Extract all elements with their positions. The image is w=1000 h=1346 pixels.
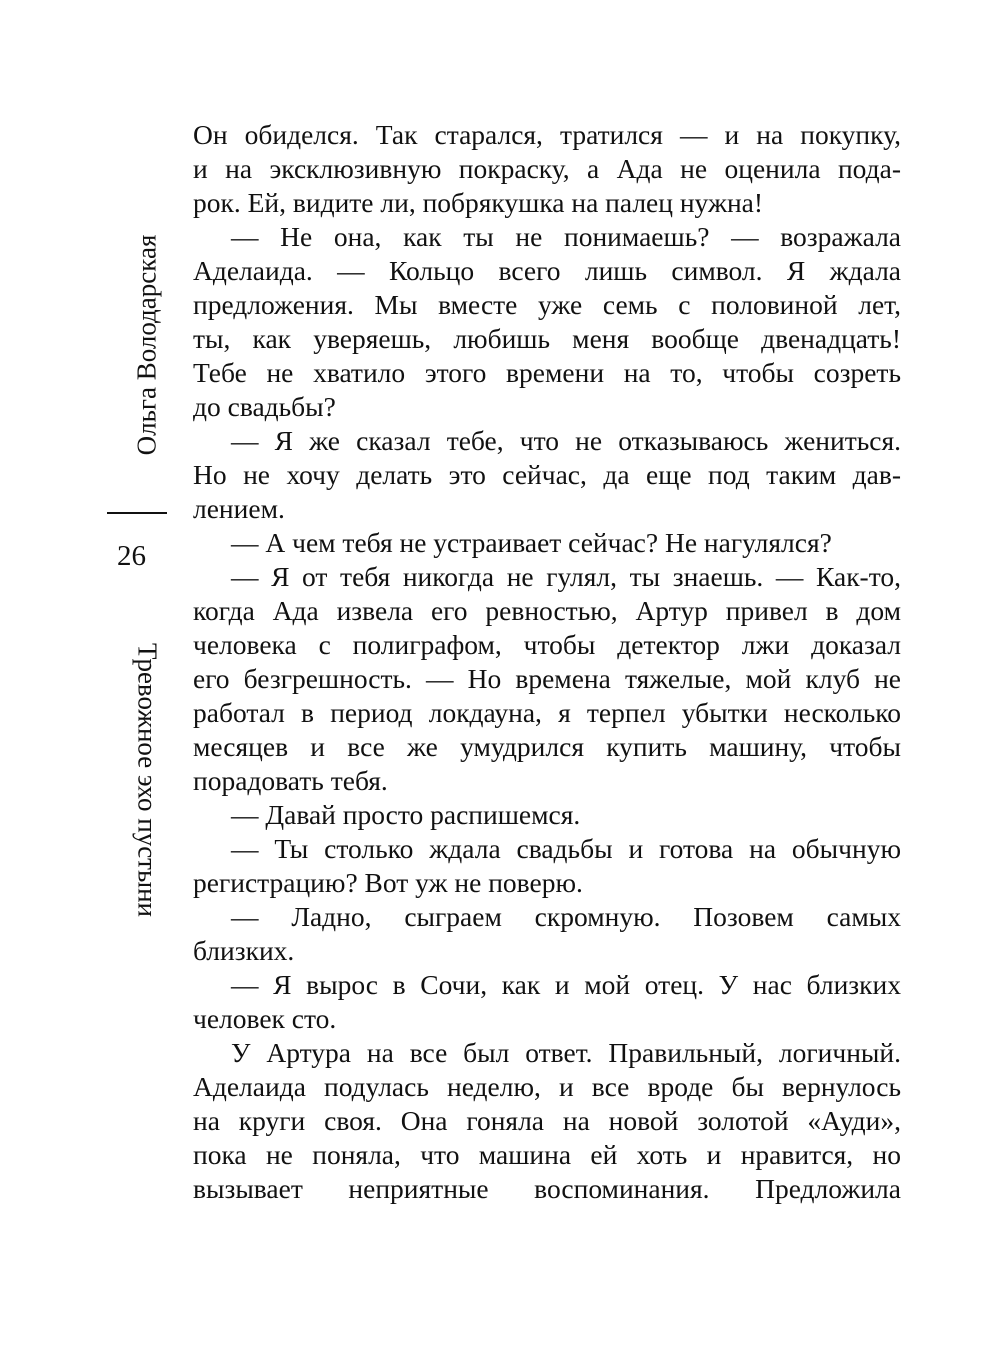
text-line: вызывает неприятные воспоминания. Предложила [193, 1173, 901, 1204]
text-line: У Артура на все был ответ. Правильный, логичный. [231, 1037, 901, 1068]
text-line: — Ладно, сыграем скромную. Позовем самых [231, 901, 901, 932]
text-line: Аделаида. — Кольцо всего лишь символ. Я ждала [193, 255, 901, 286]
text-line: Тебе не хватило этого времени на то, чтобы созреть [193, 357, 901, 388]
text-line: предложения. Мы вместе уже семь с половиной лет, [193, 289, 901, 320]
text-line: когда Ада извела его ревностью, Артур привел в дом [193, 595, 901, 626]
text-line: — Ты столько ждала свадьбы и готова на обычную [231, 833, 901, 864]
paragraph [193, 1036, 901, 1206]
text-line: ты, как уверяешь, любишь меня вообще двенадцать! [193, 323, 901, 354]
text-line: регистрацию? Вот уж не поверю. [193, 867, 583, 898]
running-head-author: Ольга Володарская [131, 234, 162, 456]
text-line: — Я от тебя никогда не гулял, ты знаешь. — Как-то, [231, 561, 901, 592]
text-line: человек сто. [193, 1003, 337, 1034]
text-line: порадовать тебя. [193, 765, 388, 796]
text-line: и на эксклюзивную покраску, а Ада не оценила пода- [193, 153, 901, 184]
text-line: — А чем тебя не устраивает сейчас? Не нагулялся? [231, 527, 832, 558]
body-text [193, 118, 901, 1206]
paragraph [193, 900, 901, 968]
text-line: Он обиделся. Так старался, тратился — и на покупку, [193, 119, 901, 150]
text-line: человека с полиграфом, чтобы детектор лжи доказал [193, 629, 901, 660]
text-line: работал в период локдауна, я терпел убытки несколько [193, 697, 901, 728]
text-line: — Я вырос в Сочи, как и мой отец. У нас близких [231, 969, 901, 1000]
running-head-divider [107, 512, 167, 514]
text-line: пока не поняла, что машина ей хоть и нравится, но [193, 1139, 901, 1170]
text-line: лением. [193, 493, 285, 524]
paragraph [193, 560, 901, 798]
text-line: до свадьбы? [193, 391, 336, 422]
text-line: на круги своя. Она гоняла на новой золотой «Ауди», [193, 1105, 901, 1136]
running-head-book-title: Тревожное эхо пустыни [132, 642, 163, 918]
paragraph [193, 798, 901, 832]
text-line: Но не хочу делать это сейчас, да еще под таким дав- [193, 459, 901, 490]
paragraph [193, 968, 901, 1036]
paragraph [193, 526, 901, 560]
paragraph [193, 220, 901, 424]
text-line: — Я же сказал тебе, что не отказываюсь жениться. [231, 425, 901, 456]
paragraph [193, 118, 901, 220]
text-line: близких. [193, 935, 295, 966]
text-line: Аделаида подулась неделю, и все вроде бы вернулось [193, 1071, 901, 1102]
text-line: — Не она, как ты не понимаешь? — возражала [231, 221, 901, 252]
page-number: 26 [117, 540, 146, 572]
text-line: — Давай просто распишемся. [231, 799, 581, 830]
text-line: месяцев и все же умудрился купить машину, чтобы [193, 731, 901, 762]
text-line: рок. Ей, видите ли, побрякушка на палец нужна! [193, 187, 764, 218]
paragraph [193, 424, 901, 526]
text-line: его безгрешность. — Но времена тяжелые, мой клуб не [193, 663, 901, 694]
paragraph [193, 832, 901, 900]
